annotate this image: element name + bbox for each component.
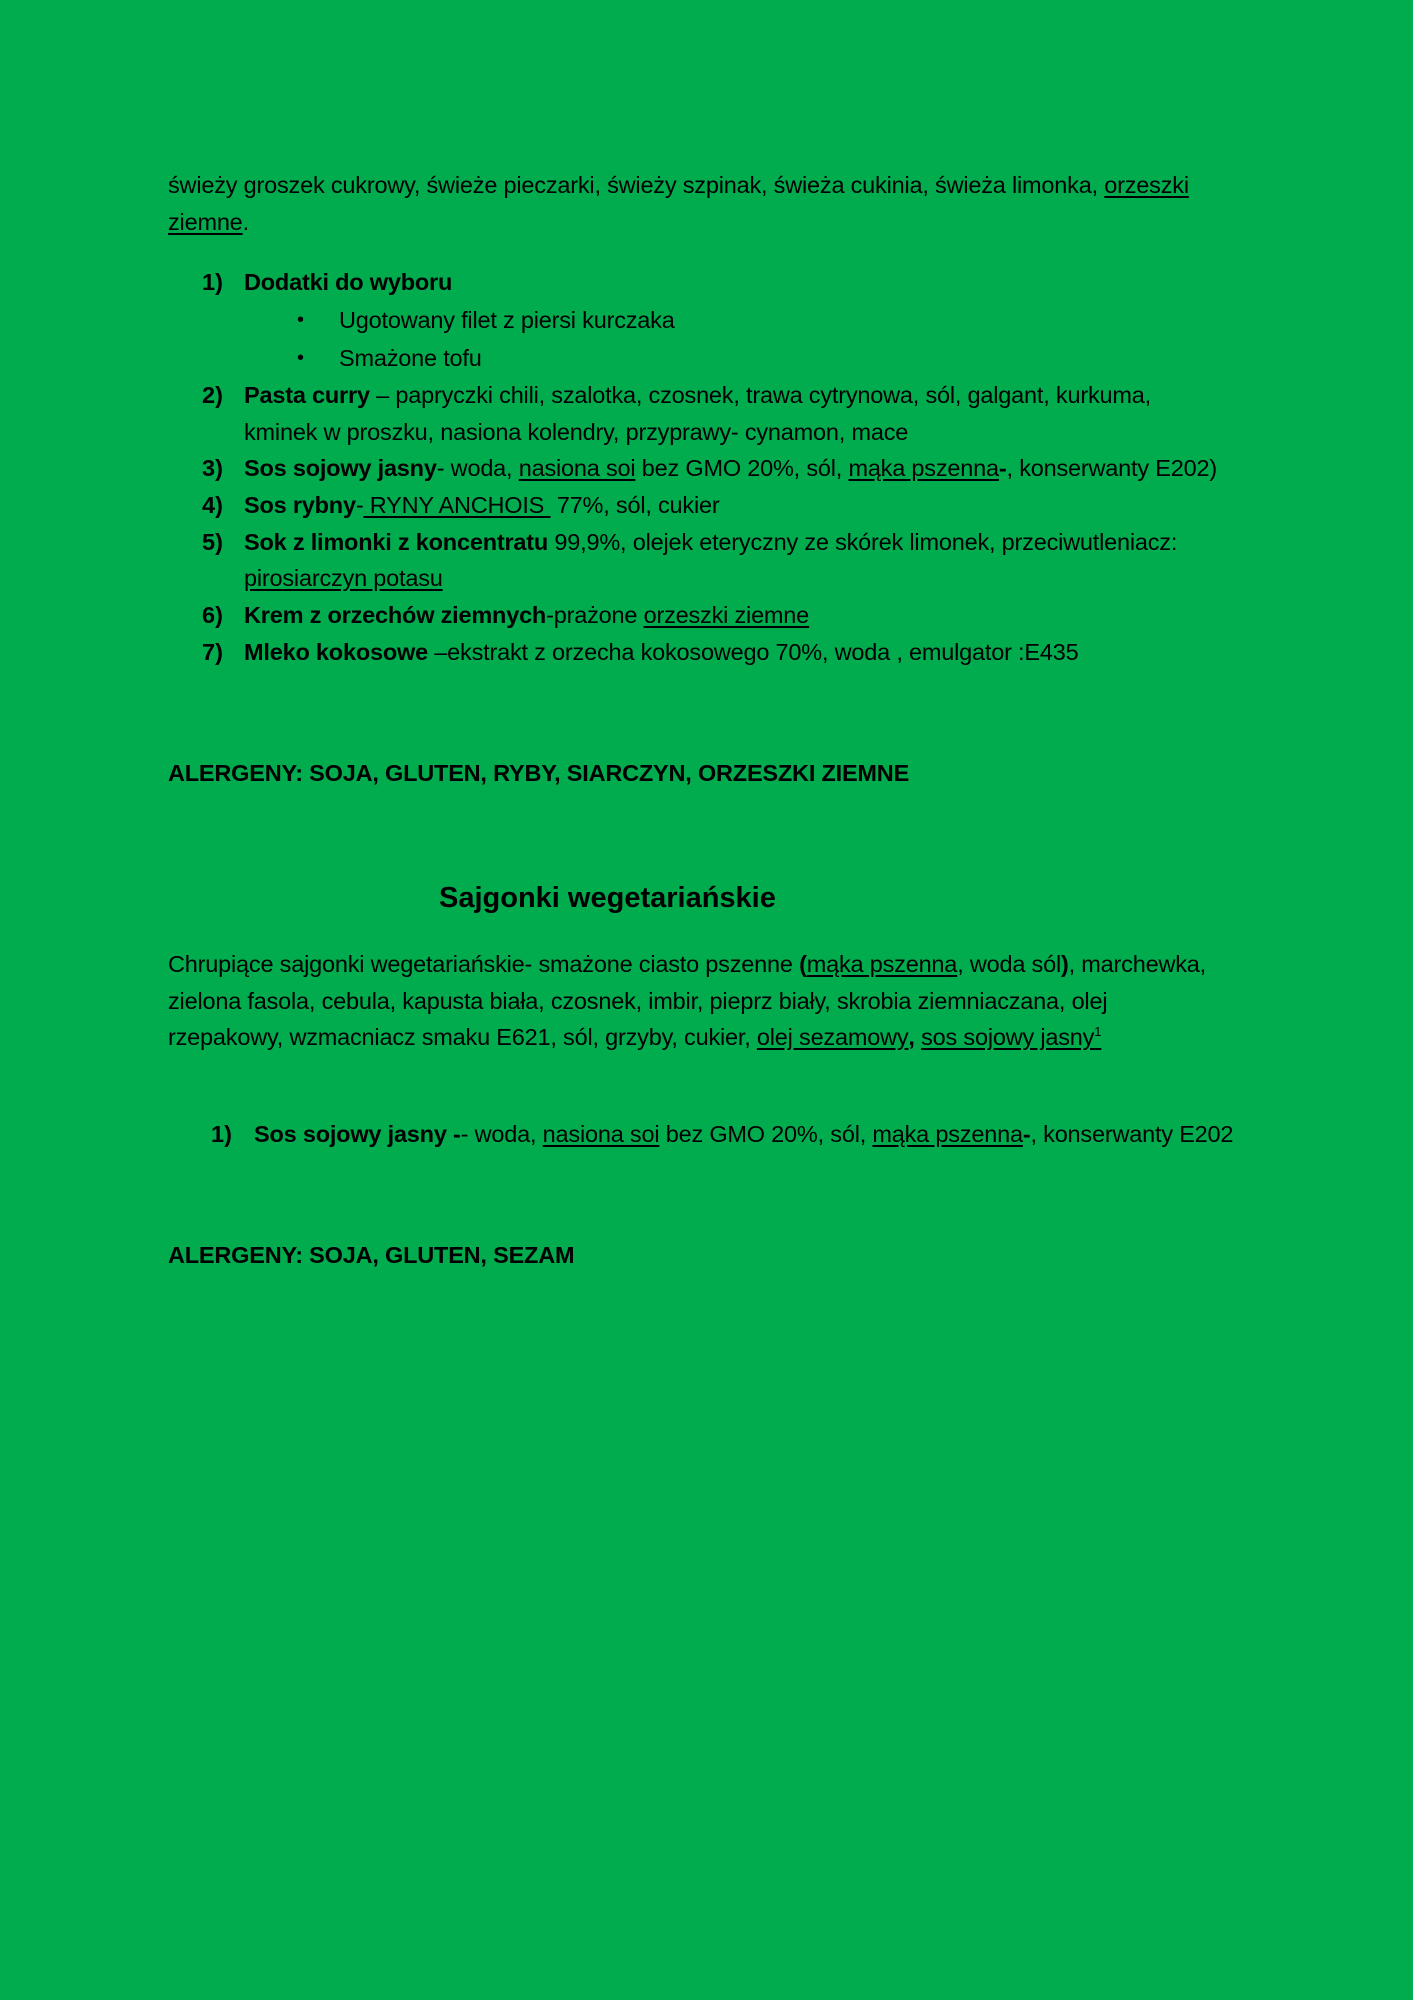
bullet-2-text: Smażone tofu <box>339 345 482 371</box>
list-item-5-number: 5) <box>202 529 223 555</box>
list-item-3-number: 3) <box>202 455 223 481</box>
intro-underlined-allergen-2: ziemne <box>168 209 243 235</box>
section-2-p1-allergen-wheat: mąka pszenna <box>806 951 958 977</box>
list-item-1-number: 1) <box>202 269 223 295</box>
list-item-3-dash: - <box>998 455 1007 481</box>
list-item-6-number: 6) <box>202 602 223 628</box>
list-item-3-title: Sos sojowy jasny <box>244 455 437 481</box>
list-item-3-text-b: bez GMO 20%, sól, <box>635 455 849 481</box>
list-item-7-text: –ekstrakt z orzecha kokosowego 70%, woda , emulgator :E435 <box>427 639 1079 665</box>
list-item-6-title: Krem z orzechów ziemnych <box>244 602 547 628</box>
list-item-3-line <box>244 453 1217 483</box>
list-item-2-line-2: kminek w proszku, nasiona kolendry, przyprawy- cynamon, mace <box>244 419 909 445</box>
list-item-6-text: -prażone <box>546 602 644 628</box>
section-2-paragraph-line-2: zielona fasola, cebula, kapusta biała, czosnek, imbir, pieprz biały, skrobia ziemniaczana, olej <box>168 988 1108 1014</box>
bullet-1-glyph: • <box>297 309 305 331</box>
section-2-p3-allergen-sesame: olej sezamowy <box>756 1024 909 1050</box>
section-2-item-1-number: 1) <box>211 1121 232 1147</box>
section-2-p3-soy-sauce-text: sos sojowy jasny <box>921 1024 1095 1050</box>
section-2-p1-text-c: , woda sól <box>957 951 1061 977</box>
section-2-item-1-allergen-wheat: mąka pszenna <box>872 1121 1023 1147</box>
footnote-marker: 1 <box>1094 1024 1102 1040</box>
bullet-1-text: Ugotowany filet z piersi kurczaka <box>339 307 675 333</box>
list-item-7-title: Mleko kokosowe <box>244 639 428 665</box>
section-2-p3-text-a: rzepakowy, wzmacniacz smaku E621, sól, grzyby, cukier, <box>168 1024 757 1050</box>
list-item-7-line <box>244 637 1078 667</box>
list-item-2-line-1 <box>244 380 1151 410</box>
intro-underlined-allergen: orzeszki <box>1104 172 1189 198</box>
section-2-item-1-allergen-soy: nasiona soi <box>542 1121 660 1147</box>
section-2-p1-text-e: , marchewka, <box>1068 951 1206 977</box>
bullet-2-glyph: • <box>297 347 305 369</box>
list-item-5-allergen-sulphite: pirosiarczyn potasu <box>244 565 443 591</box>
section-2-paragraph-line-3 <box>168 1022 1101 1052</box>
list-item-5-line-2 <box>244 563 443 593</box>
list-item-1-title: Dodatki do wyboru <box>244 269 453 295</box>
section-2-p1-open-paren: ( <box>799 951 807 977</box>
list-item-2-text: – papryczki chili, szalotka, czosnek, trawa cytrynowa, sól, galgant, kurkuma, <box>369 382 1151 408</box>
list-item-4-title: Sos rybny <box>244 492 356 518</box>
list-item-4-text-b: 77%, sól, cukier <box>550 492 720 518</box>
list-item-6-line <box>244 600 809 630</box>
list-item-6-allergen-peanut: orzeszki ziemne <box>643 602 810 628</box>
section-2-p3-comma: , <box>908 1024 915 1050</box>
list-item-5-title: Sok z limonki z koncentratu <box>244 529 549 555</box>
section-2-item-1-text-b: bez GMO 20%, sól, <box>659 1121 873 1147</box>
intro-line-2 <box>168 207 249 237</box>
list-item-4-number: 4) <box>202 492 223 518</box>
list-item-4-allergen-fish: RYNY ANCHOIS <box>363 492 551 518</box>
list-item-7-number: 7) <box>202 639 223 665</box>
list-item-5-text: 99,9%, olejek eteryczny ze skórek limonek, przeciwutleniacz: <box>548 529 1178 555</box>
list-item-4-line <box>244 490 720 520</box>
intro-line-1 <box>168 170 1189 200</box>
intro-text: świeży groszek cukrowy, świeże pieczarki, świeży szpinak, świeża cukinia, świeża limonka, <box>168 172 1105 198</box>
list-item-5-line-1 <box>244 527 1177 557</box>
section-2-p3-allergen-soy-sauce <box>921 1024 1101 1050</box>
list-item-3-text-c: , konserwanty E202) <box>1006 455 1217 481</box>
list-item-2-number: 2) <box>202 382 223 408</box>
allergens-section-2: ALERGENY: SOJA, GLUTEN, SEZAM <box>168 1242 575 1268</box>
section-2-item-1-text-a: - woda, <box>460 1121 543 1147</box>
intro-tail: . <box>242 209 249 235</box>
list-item-3-text-a: - woda, <box>436 455 519 481</box>
section-2-item-1-text-c: , konserwanty E202 <box>1030 1121 1234 1147</box>
list-item-3-allergen-wheat: mąka pszenna <box>848 455 999 481</box>
section-2-item-1-dash: - <box>1022 1121 1031 1147</box>
allergens-section-1: ALERGENY: SOJA, GLUTEN, RYBY, SIARCZYN, ORZESZKI ZIEMNE <box>168 760 910 786</box>
section-2-p1-close-paren: ) <box>1061 951 1069 977</box>
section-2-item-1-line <box>254 1119 1233 1149</box>
section-2-heading: Sajgonki wegetariańskie <box>439 882 776 914</box>
section-2-paragraph-line-1 <box>168 949 1206 979</box>
list-item-4-text-a: - <box>355 492 364 518</box>
list-item-3-allergen-soy: nasiona soi <box>518 455 636 481</box>
list-item-2-title: Pasta curry <box>244 382 370 408</box>
section-2-item-1-title: Sos sojowy jasny - <box>254 1121 461 1147</box>
section-2-p1-text-a: Chrupiące sajgonki wegetariańskie- smażone ciasto pszenne <box>168 951 800 977</box>
